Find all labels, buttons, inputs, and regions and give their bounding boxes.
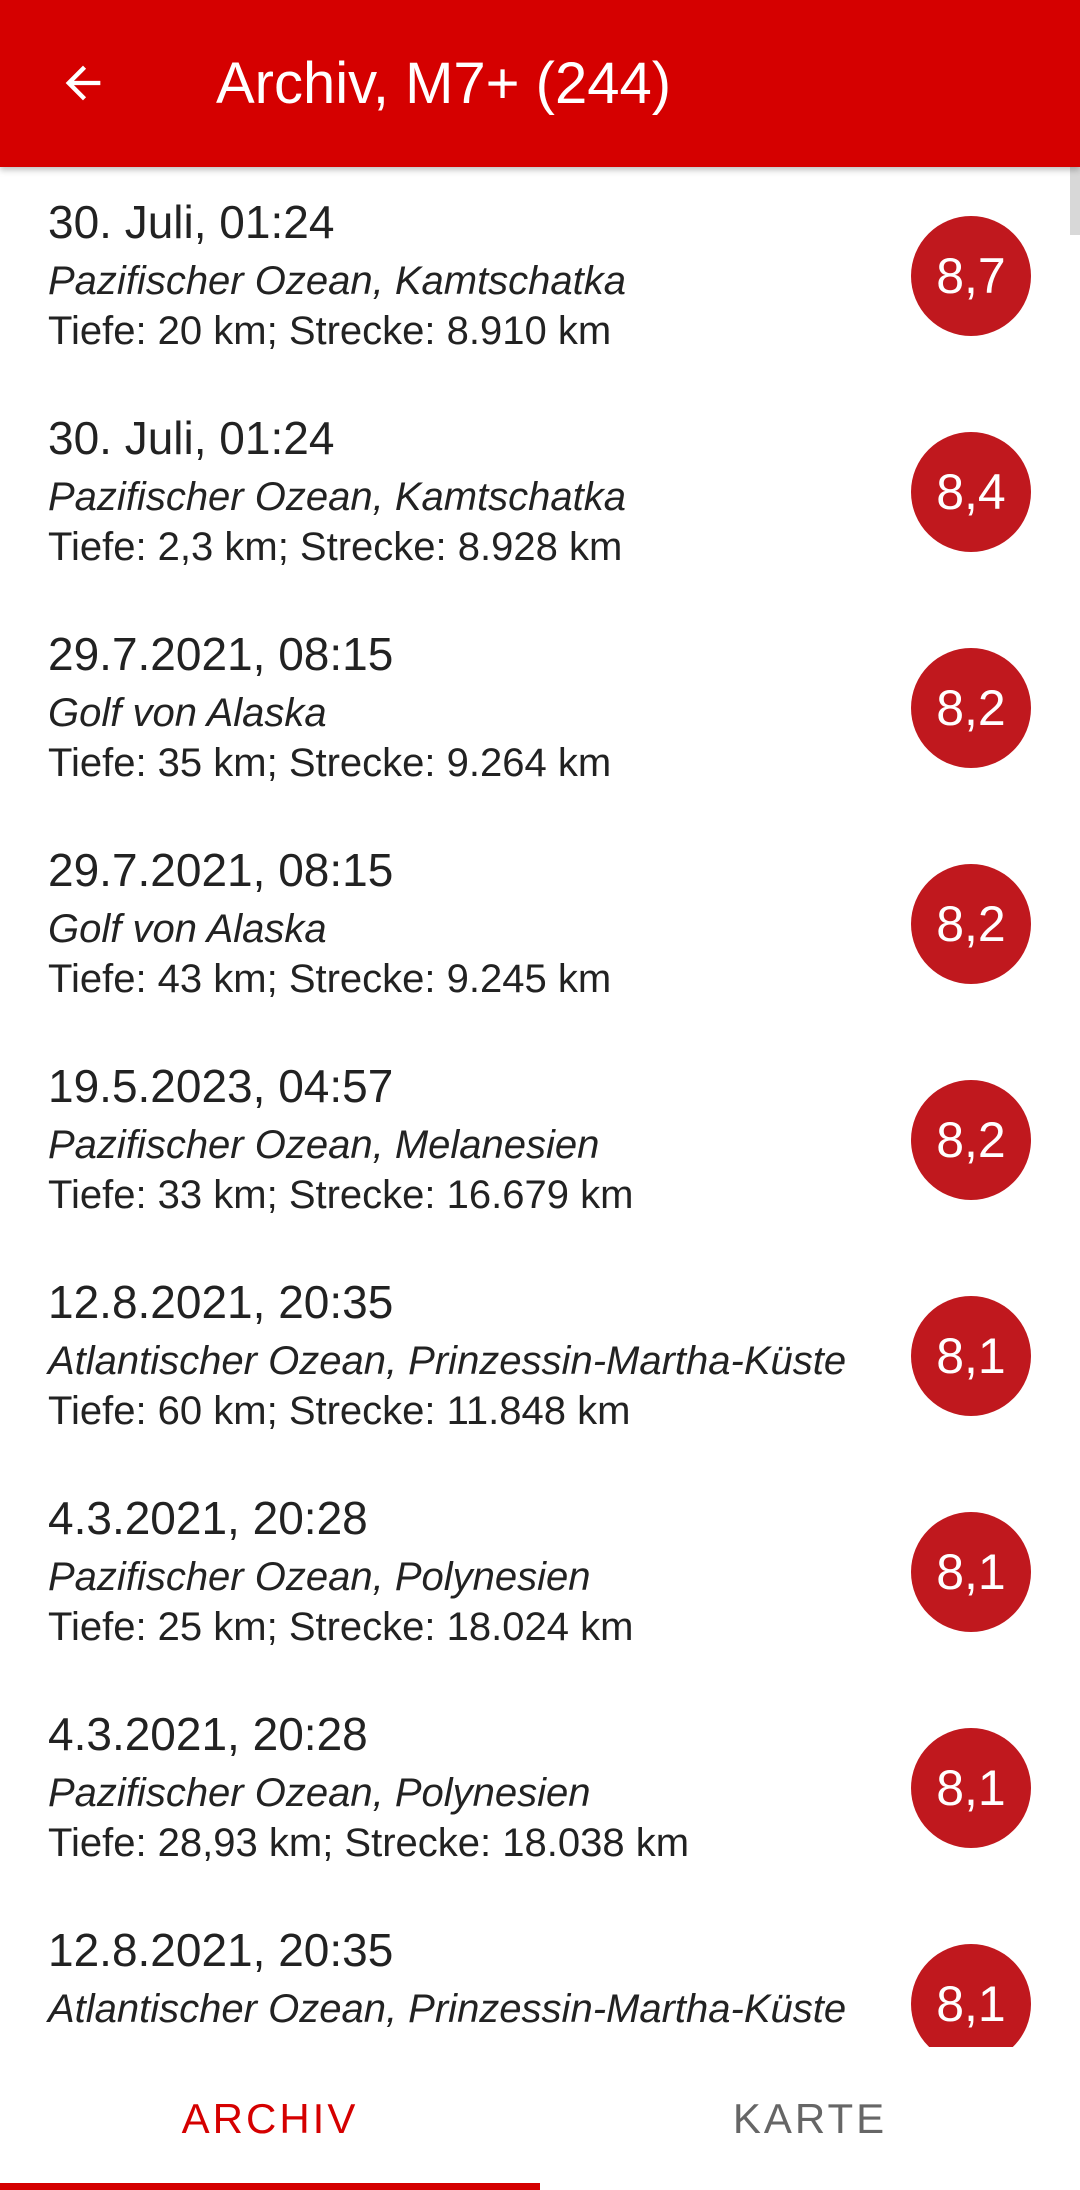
earthquake-date: 29.7.2021, 08:15 xyxy=(48,844,394,896)
magnitude-badge: 8,2 xyxy=(911,864,1031,984)
earthquake-region: Pazifischer Ozean, Melanesien xyxy=(48,1123,600,1167)
active-tab-indicator xyxy=(0,2183,540,2190)
earthquake-details: Tiefe: 20 km; Strecke: 8.910 km xyxy=(48,309,612,353)
earthquake-row[interactable] xyxy=(0,1031,1080,1247)
earthquake-region: Atlantischer Ozean, Prinzessin-Martha-Küste xyxy=(48,1987,847,2031)
magnitude-badge: 8,4 xyxy=(911,432,1031,552)
magnitude-badge: 8,2 xyxy=(911,1080,1031,1200)
earthquake-list xyxy=(0,167,1080,2047)
earthquake-date: 30. Juli, 01:24 xyxy=(48,412,335,464)
earthquake-details: Tiefe: 33 km; Strecke: 16.679 km xyxy=(48,1173,634,1217)
earthquake-details: Tiefe: 35 km; Strecke: 9.264 km xyxy=(48,741,612,785)
magnitude-badge: 8,1 xyxy=(911,1512,1031,1632)
tab-archiv[interactable]: ARCHIV xyxy=(181,2095,359,2142)
earthquake-date: 4.3.2021, 20:28 xyxy=(48,1492,368,1544)
earthquake-details: Tiefe: 2,3 km; Strecke: 8.928 km xyxy=(48,525,623,569)
earthquake-date: 30. Juli, 01:24 xyxy=(48,196,335,248)
earthquake-row[interactable] xyxy=(0,815,1080,1031)
arrow-left-icon xyxy=(57,57,109,109)
earthquake-details: Tiefe: 60 km; Strecke: 11.848 km xyxy=(48,1389,631,1433)
tab-karte[interactable]: KARTE xyxy=(732,2095,888,2142)
earthquake-date: 12.8.2021, 20:35 xyxy=(48,1276,394,1328)
magnitude-badge: 8,7 xyxy=(911,216,1031,336)
app-bar xyxy=(0,0,1080,167)
earthquake-row[interactable] xyxy=(0,1463,1080,1679)
earthquake-row[interactable] xyxy=(0,1679,1080,1895)
earthquake-row[interactable] xyxy=(0,383,1080,599)
earthquake-region: Golf von Alaska xyxy=(48,907,327,951)
page-title: Archiv, M7+ (244) xyxy=(216,51,672,116)
magnitude-badge: 8,1 xyxy=(911,1296,1031,1416)
earthquake-region: Pazifischer Ozean, Polynesien xyxy=(48,1771,591,1815)
back-button[interactable] xyxy=(30,30,136,136)
earthquake-region: Golf von Alaska xyxy=(48,691,327,735)
magnitude-badge: 8,1 xyxy=(911,1728,1031,1848)
earthquake-date: 29.7.2021, 08:15 xyxy=(48,628,394,680)
earthquake-row[interactable] xyxy=(0,1247,1080,1463)
bottom-tab-bar xyxy=(0,2047,1080,2190)
earthquake-details: Tiefe: 43 km; Strecke: 9.245 km xyxy=(48,957,612,1001)
earthquake-row[interactable] xyxy=(0,167,1080,383)
scrollbar-thumb[interactable] xyxy=(1070,167,1080,235)
earthquake-date: 4.3.2021, 20:28 xyxy=(48,1708,368,1760)
earthquake-details: Tiefe: 28,93 km; Strecke: 18.038 km xyxy=(48,1821,690,1865)
earthquake-details: Tiefe: 25 km; Strecke: 18.024 km xyxy=(48,1605,634,1649)
earthquake-region: Pazifischer Ozean, Polynesien xyxy=(48,1555,591,1599)
earthquake-region: Pazifischer Ozean, Kamtschatka xyxy=(48,475,627,519)
earthquake-date: 12.8.2021, 20:35 xyxy=(48,1924,394,1976)
earthquake-date: 19.5.2023, 04:57 xyxy=(48,1060,394,1112)
earthquake-region: Atlantischer Ozean, Prinzessin-Martha-Küste xyxy=(48,1339,847,1383)
magnitude-badge: 8,1 xyxy=(911,1944,1031,2047)
earthquake-region: Pazifischer Ozean, Kamtschatka xyxy=(48,259,627,303)
earthquake-row[interactable] xyxy=(0,1895,1080,2047)
earthquake-row[interactable] xyxy=(0,599,1080,815)
magnitude-badge: 8,2 xyxy=(911,648,1031,768)
